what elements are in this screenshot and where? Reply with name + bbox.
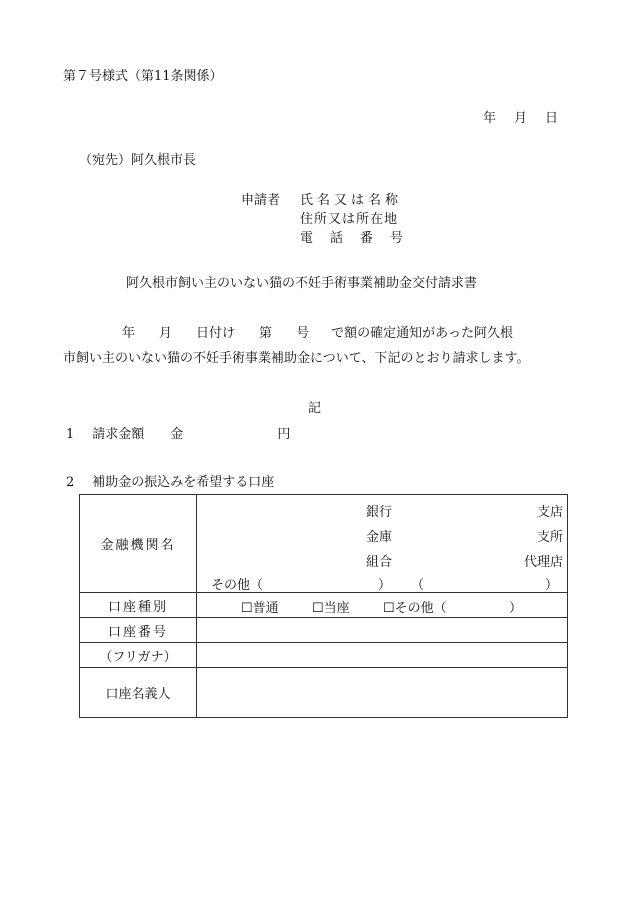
number-label-cell [80, 618, 197, 643]
type-label-cell [80, 593, 197, 618]
other-close: ） [378, 578, 392, 593]
date-line [483, 111, 558, 127]
item2-num: 2 [66, 475, 75, 490]
date-day: 日 [545, 111, 559, 126]
body-line1-rest: で額の確定通知があった阿久根 [331, 326, 513, 341]
type-other-checkbox[interactable]: ☐その他（ [383, 601, 447, 616]
branch-shisho-label: 支所 [537, 530, 564, 545]
furigana-label: （フリガナ） [99, 649, 177, 665]
type-futsu-checkbox[interactable]: ☐普通 [241, 601, 279, 616]
branch-shiten-label: 支店 [537, 505, 564, 520]
institution-label-cell [80, 495, 197, 593]
applicant-name-field: 氏名又は名称 [300, 193, 403, 208]
type-value-cell [197, 593, 568, 618]
body-dated: 日付け [196, 326, 236, 341]
item1-yen: 円 [277, 427, 291, 442]
body-line-1 [122, 326, 513, 342]
body-year: 年 [122, 326, 136, 341]
institution-row [80, 495, 568, 593]
document-title: 阿久根市飼い主のいない猫の不妊手術事業補助金交付請求書 [126, 276, 478, 291]
type-row [80, 593, 568, 618]
other-close2: ） [545, 578, 559, 593]
number-label: 口座番号 [107, 624, 168, 640]
number-value-cell[interactable] [197, 618, 568, 643]
item1-num: 1 [66, 427, 75, 442]
item1-kin: 金 [170, 427, 184, 442]
body-line-2: 市飼い主のいない猫の不妊手術事業補助金について、下記のとおり請求します。 [63, 351, 530, 366]
holder-label: 口座名義人 [105, 687, 171, 702]
other-prefix: その他（ [211, 578, 264, 593]
furigana-value-cell[interactable] [197, 643, 568, 668]
shinkin-label: 金庫 [366, 530, 393, 545]
item1 [66, 427, 290, 443]
type-toza-checkbox[interactable]: ☐当座 [312, 601, 350, 616]
holder-label-cell [80, 668, 197, 718]
institution-label: 金融機関名 [100, 538, 176, 553]
account-table [79, 494, 568, 718]
item2-label: 補助金の振込みを希望する口座 [92, 475, 275, 490]
dairiten-label: 代理店 [524, 555, 564, 570]
number-row [80, 618, 568, 643]
item2 [66, 475, 274, 491]
bank-label: 銀行 [366, 505, 393, 520]
addressee: （宛先）阿久根市長 [79, 153, 197, 168]
body-month: 月 [159, 326, 173, 341]
furigana-label-cell [80, 643, 197, 668]
institution-value-cell[interactable] [197, 495, 568, 593]
applicant-phone-field: 電話番号 [300, 231, 421, 246]
date-year: 年 [483, 111, 497, 126]
applicant-label: 申請者 [241, 193, 281, 208]
holder-value-cell[interactable] [197, 668, 568, 718]
kumiai-label: 組合 [366, 555, 393, 570]
item1-label: 請求金額 [92, 427, 145, 442]
other-open2: （ [411, 578, 425, 593]
applicant-address-field: 住所又は所在地 [300, 212, 399, 227]
body-go: 号 [296, 326, 310, 341]
type-other-close: ） [509, 601, 523, 616]
form-number: 第７号様式（第11条関係） [63, 69, 223, 84]
ki: 記 [308, 401, 322, 416]
type-label: 口座種別 [107, 599, 168, 615]
body-dai: 第 [259, 326, 273, 341]
furigana-row [80, 643, 568, 668]
date-month: 月 [514, 111, 528, 126]
holder-row [80, 668, 568, 718]
